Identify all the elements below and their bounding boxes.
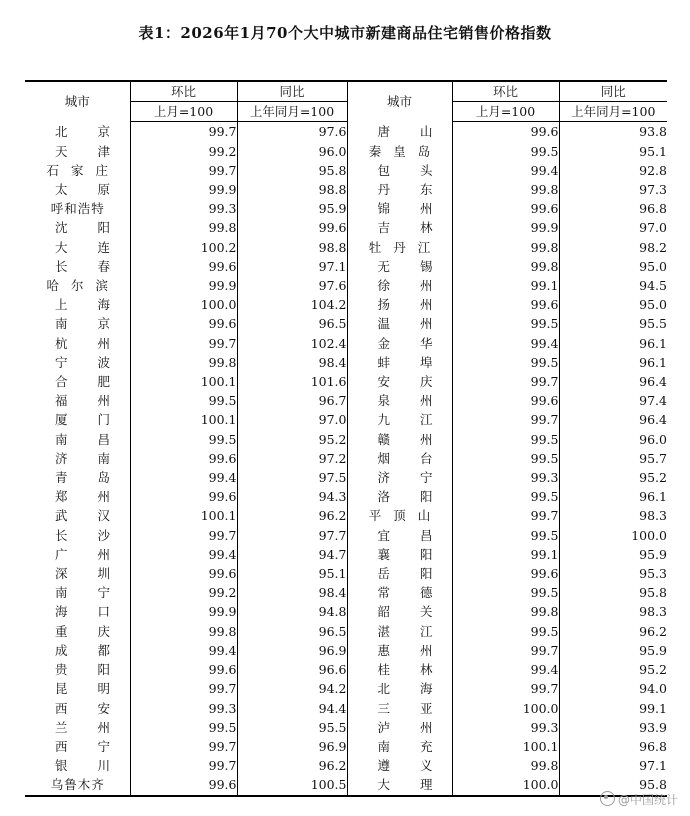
mom-left: 99.5	[130, 430, 237, 449]
table-row	[25, 699, 667, 718]
mom-left: 99.7	[130, 526, 237, 545]
mom-left: 99.7	[130, 161, 237, 180]
table-body	[25, 122, 667, 796]
mom-right: 99.5	[452, 526, 559, 545]
yoy-right: 95.0	[559, 295, 667, 314]
mom-left: 100.0	[130, 295, 237, 314]
city-left: 北京	[55, 124, 141, 140]
city-left: 大连	[55, 239, 141, 255]
table-row	[25, 334, 667, 353]
city-right: 南充	[347, 737, 452, 756]
table-row	[25, 775, 667, 795]
city-left: 南宁	[55, 585, 141, 601]
yoy-right: 93.8	[559, 122, 667, 142]
mom-left: 99.6	[130, 564, 237, 583]
table-row	[25, 295, 667, 314]
mom-right: 99.8	[452, 756, 559, 775]
yoy-left: 95.8	[237, 161, 347, 180]
yoy-left: 98.8	[237, 180, 347, 199]
yoy-base-left: 上年同月=100	[237, 102, 347, 122]
yoy-right: 95.9	[559, 641, 667, 660]
mom-left: 99.9	[130, 180, 237, 199]
table-row	[25, 238, 667, 257]
table-row	[25, 122, 667, 142]
city-right: 丹东	[347, 180, 452, 199]
mom-right: 99.5	[452, 430, 559, 449]
city-right: 惠州	[347, 641, 452, 660]
table-row	[25, 545, 667, 564]
yoy-left: 95.1	[237, 564, 347, 583]
mom-right: 99.1	[452, 276, 559, 295]
yoy-left: 101.6	[237, 372, 347, 391]
table-row	[25, 199, 667, 218]
city-left: 呼和浩特	[50, 201, 105, 217]
yoy-left: 95.2	[237, 430, 347, 449]
city-left: 太原	[55, 182, 141, 198]
city-left: 天津	[55, 143, 141, 159]
city-right: 唐山	[347, 122, 452, 142]
yoy-left: 99.6	[237, 218, 347, 237]
city-right: 泉州	[347, 391, 452, 410]
city-right: 韶关	[347, 602, 452, 621]
table-row	[25, 737, 667, 756]
mom-header-left: 环比	[130, 81, 237, 102]
mom-right: 99.8	[452, 238, 559, 257]
city-left: 哈尔滨	[46, 278, 120, 294]
mom-left: 99.6	[130, 314, 237, 333]
table-row	[25, 641, 667, 660]
city-right: 烟台	[347, 449, 452, 468]
price-index-table	[25, 80, 667, 797]
mom-right: 99.8	[452, 180, 559, 199]
city-right: 济宁	[347, 468, 452, 487]
city-left: 济南	[55, 450, 141, 466]
yoy-right: 98.3	[559, 602, 667, 621]
yoy-right: 97.4	[559, 391, 667, 410]
yoy-right: 95.9	[559, 545, 667, 564]
mom-right: 99.6	[452, 295, 559, 314]
yoy-right: 95.0	[559, 257, 667, 276]
yoy-right: 97.0	[559, 218, 667, 237]
watermark-text: @中国统计	[617, 793, 678, 807]
table-row	[25, 372, 667, 391]
city-right: 平顶山	[347, 506, 452, 525]
mom-right: 99.3	[452, 718, 559, 737]
city-right: 湛江	[347, 622, 452, 641]
yoy-right: 96.2	[559, 622, 667, 641]
city-right: 徐州	[347, 276, 452, 295]
city-right: 桂林	[347, 660, 452, 679]
mom-right: 99.7	[452, 641, 559, 660]
mom-left: 99.7	[130, 737, 237, 756]
yoy-header-right: 同比	[559, 81, 667, 102]
yoy-right: 96.0	[559, 430, 667, 449]
yoy-left: 94.7	[237, 545, 347, 564]
mom-left: 100.1	[130, 410, 237, 429]
city-right: 赣州	[347, 430, 452, 449]
yoy-left: 96.5	[237, 622, 347, 641]
yoy-left: 94.3	[237, 487, 347, 506]
mom-right: 99.5	[452, 449, 559, 468]
city-right: 襄阳	[347, 545, 452, 564]
yoy-left: 97.7	[237, 526, 347, 545]
yoy-right: 95.1	[559, 142, 667, 161]
city-left: 上海	[55, 297, 141, 313]
city-left: 石家庄	[46, 162, 120, 178]
city-left: 昆明	[55, 681, 141, 697]
page-title: 表1：2026年1月70个大中城市新建商品住宅销售价格指数	[138, 24, 552, 42]
yoy-left: 95.9	[237, 199, 347, 218]
table-row	[25, 583, 667, 602]
city-right: 遵义	[347, 756, 452, 775]
yoy-left: 96.9	[237, 737, 347, 756]
mom-right: 99.6	[452, 564, 559, 583]
table-row	[25, 622, 667, 641]
mom-right: 99.7	[452, 372, 559, 391]
mom-left: 99.6	[130, 449, 237, 468]
city-left: 西安	[55, 700, 141, 716]
city-right: 宜昌	[347, 526, 452, 545]
table-row	[25, 468, 667, 487]
yoy-right: 95.8	[559, 775, 667, 795]
mom-right: 99.5	[452, 142, 559, 161]
city-left: 郑州	[55, 489, 141, 505]
table-row	[25, 660, 667, 679]
table-row	[25, 526, 667, 545]
city-right: 包头	[347, 161, 452, 180]
yoy-right: 95.7	[559, 449, 667, 468]
table-row	[25, 602, 667, 621]
yoy-base-right: 上年同月=100	[559, 102, 667, 122]
yoy-right: 94.0	[559, 679, 667, 698]
mom-left: 99.7	[130, 122, 237, 142]
city-left: 厦门	[55, 412, 141, 428]
mom-left: 100.1	[130, 506, 237, 525]
city-left: 长沙	[55, 527, 141, 543]
mom-left: 99.5	[130, 718, 237, 737]
mom-right: 100.0	[452, 699, 559, 718]
city-left: 重庆	[55, 623, 141, 639]
mom-left: 99.8	[130, 218, 237, 237]
table-row	[25, 276, 667, 295]
city-right: 蚌埠	[347, 353, 452, 372]
yoy-right: 100.0	[559, 526, 667, 545]
table-row	[25, 410, 667, 429]
city-right: 金华	[347, 334, 452, 353]
city-left: 乌鲁木齐	[25, 775, 130, 795]
city-left: 武汉	[55, 508, 141, 524]
mom-left: 99.9	[130, 602, 237, 621]
mom-left: 99.8	[130, 622, 237, 641]
yoy-left: 97.6	[237, 122, 347, 142]
mom-left: 99.8	[130, 353, 237, 372]
yoy-left: 96.9	[237, 641, 347, 660]
mom-right: 99.6	[452, 391, 559, 410]
mom-right: 100.0	[452, 775, 559, 795]
yoy-left: 96.2	[237, 506, 347, 525]
mom-right: 99.6	[452, 122, 559, 142]
mom-base-left: 上月=100	[130, 102, 237, 122]
mom-left: 99.2	[130, 583, 237, 602]
mom-left: 99.4	[130, 468, 237, 487]
mom-right: 99.1	[452, 545, 559, 564]
mom-left: 99.7	[130, 756, 237, 775]
yoy-right: 98.3	[559, 506, 667, 525]
yoy-left: 102.4	[237, 334, 347, 353]
mom-right: 99.5	[452, 314, 559, 333]
yoy-right: 96.8	[559, 737, 667, 756]
yoy-left: 96.5	[237, 314, 347, 333]
yoy-right: 97.3	[559, 180, 667, 199]
city-right: 安庆	[347, 372, 452, 391]
mom-left: 99.7	[130, 334, 237, 353]
yoy-left: 96.2	[237, 756, 347, 775]
yoy-left: 98.4	[237, 583, 347, 602]
table-row	[25, 218, 667, 237]
table-row	[25, 353, 667, 372]
yoy-left: 96.6	[237, 660, 347, 679]
yoy-right: 98.2	[559, 238, 667, 257]
yoy-left: 100.5	[237, 775, 347, 795]
mom-left: 99.6	[130, 775, 237, 795]
city-right: 温州	[347, 314, 452, 333]
table-row	[25, 449, 667, 468]
city-left: 贵阳	[55, 662, 141, 678]
city-left: 南昌	[55, 431, 141, 447]
city-right: 三亚	[347, 699, 452, 718]
mom-right: 99.5	[452, 622, 559, 641]
table-row	[25, 142, 667, 161]
table-row	[25, 314, 667, 333]
table-row	[25, 161, 667, 180]
table-row	[25, 679, 667, 698]
city-right: 岳阳	[347, 564, 452, 583]
city-right: 泸州	[347, 718, 452, 737]
mom-left: 99.6	[130, 660, 237, 679]
city-left: 长春	[55, 258, 141, 274]
table-row	[25, 430, 667, 449]
yoy-left: 98.8	[237, 238, 347, 257]
city-left: 深圳	[55, 566, 141, 582]
city-left: 沈阳	[55, 220, 141, 236]
yoy-left: 95.5	[237, 718, 347, 737]
watermark	[600, 791, 678, 808]
table-row	[25, 180, 667, 199]
city-left: 杭州	[55, 335, 141, 351]
yoy-right: 99.1	[559, 699, 667, 718]
table-row	[25, 487, 667, 506]
city-right: 吉林	[347, 218, 452, 237]
mom-left: 99.5	[130, 391, 237, 410]
yoy-left: 97.6	[237, 276, 347, 295]
yoy-left: 104.2	[237, 295, 347, 314]
mom-right: 99.4	[452, 334, 559, 353]
yoy-left: 98.4	[237, 353, 347, 372]
city-header-left: 城市	[25, 81, 130, 122]
table-row	[25, 257, 667, 276]
mom-right: 99.4	[452, 161, 559, 180]
table-row	[25, 564, 667, 583]
city-right: 锦州	[347, 199, 452, 218]
city-right: 扬州	[347, 295, 452, 314]
yoy-right: 95.5	[559, 314, 667, 333]
mom-right: 100.1	[452, 737, 559, 756]
table-row	[25, 718, 667, 737]
yoy-right: 95.2	[559, 468, 667, 487]
city-left: 合肥	[55, 374, 141, 390]
city-left: 南京	[55, 316, 141, 332]
mom-left: 99.7	[130, 679, 237, 698]
weibo-icon	[600, 791, 615, 806]
city-right: 无锡	[347, 257, 452, 276]
yoy-right: 92.8	[559, 161, 667, 180]
city-right: 洛阳	[347, 487, 452, 506]
yoy-left: 97.1	[237, 257, 347, 276]
yoy-left: 94.4	[237, 699, 347, 718]
mom-left: 100.2	[130, 238, 237, 257]
mom-base-right: 上月=100	[452, 102, 559, 122]
city-left: 宁波	[55, 354, 141, 370]
yoy-left: 97.2	[237, 449, 347, 468]
yoy-right: 93.9	[559, 718, 667, 737]
city-right: 常德	[347, 583, 452, 602]
mom-left: 99.2	[130, 142, 237, 161]
mom-left: 100.1	[130, 372, 237, 391]
city-header-right: 城市	[347, 81, 452, 122]
yoy-left: 96.0	[237, 142, 347, 161]
mom-right: 99.6	[452, 199, 559, 218]
city-right: 牡丹江	[347, 238, 452, 257]
mom-right: 99.7	[452, 410, 559, 429]
city-left: 成都	[55, 642, 141, 658]
yoy-right: 95.2	[559, 660, 667, 679]
yoy-right: 96.1	[559, 334, 667, 353]
mom-right: 99.5	[452, 487, 559, 506]
yoy-right: 96.1	[559, 353, 667, 372]
city-right: 秦皇岛	[347, 142, 452, 161]
yoy-right: 96.4	[559, 410, 667, 429]
mom-right: 99.3	[452, 468, 559, 487]
table-row	[25, 391, 667, 410]
yoy-header-left: 同比	[237, 81, 347, 102]
yoy-right: 95.3	[559, 564, 667, 583]
mom-right: 99.5	[452, 583, 559, 602]
yoy-right: 97.1	[559, 756, 667, 775]
mom-left: 99.6	[130, 257, 237, 276]
mom-left: 99.3	[130, 699, 237, 718]
mom-left: 99.3	[130, 199, 237, 218]
city-left: 青岛	[55, 470, 141, 486]
yoy-right: 94.5	[559, 276, 667, 295]
yoy-left: 94.2	[237, 679, 347, 698]
city-left: 福州	[55, 393, 141, 409]
yoy-right: 96.1	[559, 487, 667, 506]
city-left: 海口	[55, 604, 141, 620]
mom-left: 99.4	[130, 545, 237, 564]
mom-right: 99.4	[452, 660, 559, 679]
mom-left: 99.9	[130, 276, 237, 295]
yoy-left: 97.5	[237, 468, 347, 487]
city-right: 九江	[347, 410, 452, 429]
mom-header-right: 环比	[452, 81, 559, 102]
table-row	[25, 756, 667, 775]
yoy-left: 96.7	[237, 391, 347, 410]
table-row	[25, 506, 667, 525]
city-right: 大理	[347, 775, 452, 795]
mom-right: 99.9	[452, 218, 559, 237]
mom-right: 99.5	[452, 353, 559, 372]
yoy-left: 97.0	[237, 410, 347, 429]
mom-right: 99.8	[452, 257, 559, 276]
yoy-left: 94.8	[237, 602, 347, 621]
mom-left: 99.4	[130, 641, 237, 660]
city-right: 北海	[347, 679, 452, 698]
mom-left: 99.6	[130, 487, 237, 506]
city-left: 银川	[55, 758, 141, 774]
mom-right: 99.8	[452, 602, 559, 621]
yoy-right: 96.4	[559, 372, 667, 391]
city-left: 西宁	[55, 738, 141, 754]
yoy-right: 95.8	[559, 583, 667, 602]
city-left: 广州	[55, 546, 141, 562]
yoy-right: 96.8	[559, 199, 667, 218]
city-left: 兰州	[55, 719, 141, 735]
mom-right: 99.7	[452, 506, 559, 525]
mom-right: 99.7	[452, 679, 559, 698]
